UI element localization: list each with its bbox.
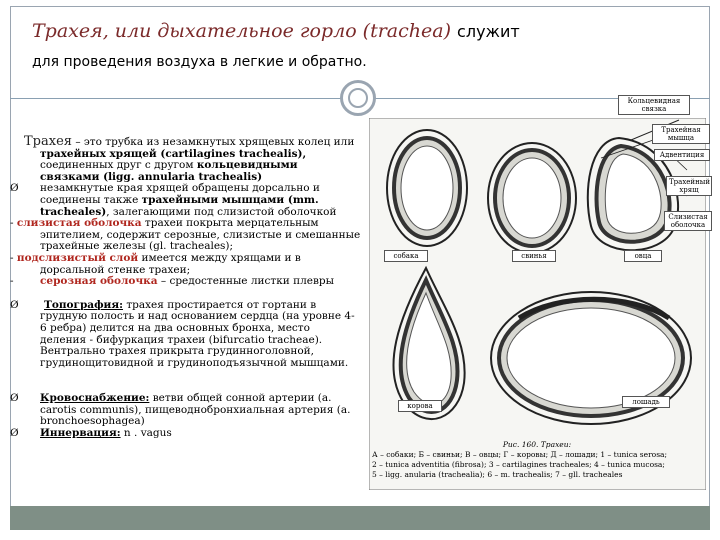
text-line: трахеи покрыта мерцательным xyxy=(141,217,319,230)
text-line: carotis communis), пищеводнобронхиальная артерия (a. xyxy=(40,403,351,416)
text-lead: Трахея xyxy=(24,134,72,149)
label-pig: свинья xyxy=(512,250,556,262)
bullet-marker-icon: Ø xyxy=(10,427,19,440)
text-line: трахейных хрящей (cartilagines trachealis), xyxy=(40,147,307,160)
text-line: дорсальной стенке трахеи; xyxy=(40,263,191,276)
text-line: трахея простирается от гортани в xyxy=(122,298,317,311)
heading-blood-supply: Кровоснабжение: xyxy=(40,392,150,405)
title-italic: Трахея, или дыхательное горло (trachea) xyxy=(32,20,451,42)
pig-section xyxy=(488,143,576,253)
text-line: имеется между хрящами и в xyxy=(138,251,301,264)
caption-line: А – собаки; Б – свиньи; В – овцы; Г – коровы; Д – лошади; 1 – tunica serosa; xyxy=(372,450,668,459)
text-line: соединенных друг с другом xyxy=(40,159,194,172)
caption-line: 5 – ligg. anularia (trachealia); 6 – m. trachealis; 7 – gll. tracheales xyxy=(372,470,623,479)
text-line: - xyxy=(10,217,17,230)
caption-title: Рис. 160. Трахеи: xyxy=(502,440,572,449)
text-line: bronchoesophagea) xyxy=(40,415,145,428)
label-sheep: овца xyxy=(624,250,662,262)
dog-section xyxy=(387,130,467,246)
term-submucosa: подслизистый слой xyxy=(16,251,139,264)
heading-topography: Топография: xyxy=(44,298,123,311)
text-line: - xyxy=(10,251,17,264)
text-line: – это трубка из незамкнутых хрящевых колец или xyxy=(71,136,355,148)
label-dog: собака xyxy=(384,250,428,262)
text-line: связками (ligg. annularia trachealis) xyxy=(40,170,263,183)
text-line: 6 ребра) делится на два основных бронха, место xyxy=(40,321,310,334)
bullet-marker-icon: Ø xyxy=(10,182,19,195)
label-ring-ligament: Кольцевидная связка xyxy=(618,95,690,115)
text-line: ветви общей сонной артерии (a. xyxy=(149,392,332,405)
text-line: n . vagus xyxy=(120,427,172,440)
slide-title xyxy=(32,20,520,42)
text-line: грудинощитовидной и грудиноподъязычной мышцами. xyxy=(40,356,349,369)
text-line: Вентрально трахея прикрыта грудинноголовной, xyxy=(40,345,314,358)
title-rest: служит xyxy=(457,22,520,41)
label-mucosa: Слизистая оболочка xyxy=(664,211,712,231)
text-line: кольцевидными xyxy=(196,159,298,172)
bullet-marker-icon: Ø xyxy=(10,392,19,405)
text-line: tracheales) xyxy=(40,205,107,218)
slide-subtitle: для проведения воздуха в легкие и обратно. xyxy=(32,54,367,70)
label-horse: лошадь xyxy=(622,396,670,408)
text-line: , залегающими под слизистой оболочкой xyxy=(106,205,337,218)
bullet-marker-icon: Ø xyxy=(10,298,19,311)
text-line: трахейными мышцами (mm. xyxy=(141,193,319,206)
figure-caption xyxy=(372,440,702,480)
term-serosa: серозная оболочка xyxy=(40,275,158,288)
text-line: соединены также xyxy=(40,193,139,206)
term-mucosa: слизистая оболочка xyxy=(16,217,142,230)
text-line: деления - бифуркация трахеи (bifurcatio tracheae). xyxy=(40,333,323,346)
text-line: незамкнутые края хрящей обращены дорсально и xyxy=(40,182,320,195)
text-line: трахейные железы (gl. tracheales); xyxy=(40,240,234,253)
label-tracheal-muscle: Трахейная мышца xyxy=(652,124,710,144)
text-line: - xyxy=(10,275,14,288)
label-adventitia: Адвентиция xyxy=(654,149,710,161)
text-line: грудную полость и над основанием сердца (на уровне 4- xyxy=(40,310,355,323)
heading-innervation: Иннервация: xyxy=(40,427,121,440)
slide-bottom-band xyxy=(10,506,710,530)
ring-ornament-icon xyxy=(340,80,376,116)
text-line: эпителием, содержит серозные, слизистые и смешанные xyxy=(40,228,361,241)
caption-line: 2 – tunica adventitia (fibrosa); 3 – cartilagines tracheales; 4 – tunica mucosa; xyxy=(372,460,665,469)
main-text xyxy=(10,136,362,440)
trachea-cross-sections-figure xyxy=(369,118,706,490)
label-cow: корова xyxy=(398,400,442,412)
label-tracheal-cartilage: Трахейный хрящ xyxy=(666,176,712,196)
text-line: – средостенные листки плевры xyxy=(157,275,334,288)
